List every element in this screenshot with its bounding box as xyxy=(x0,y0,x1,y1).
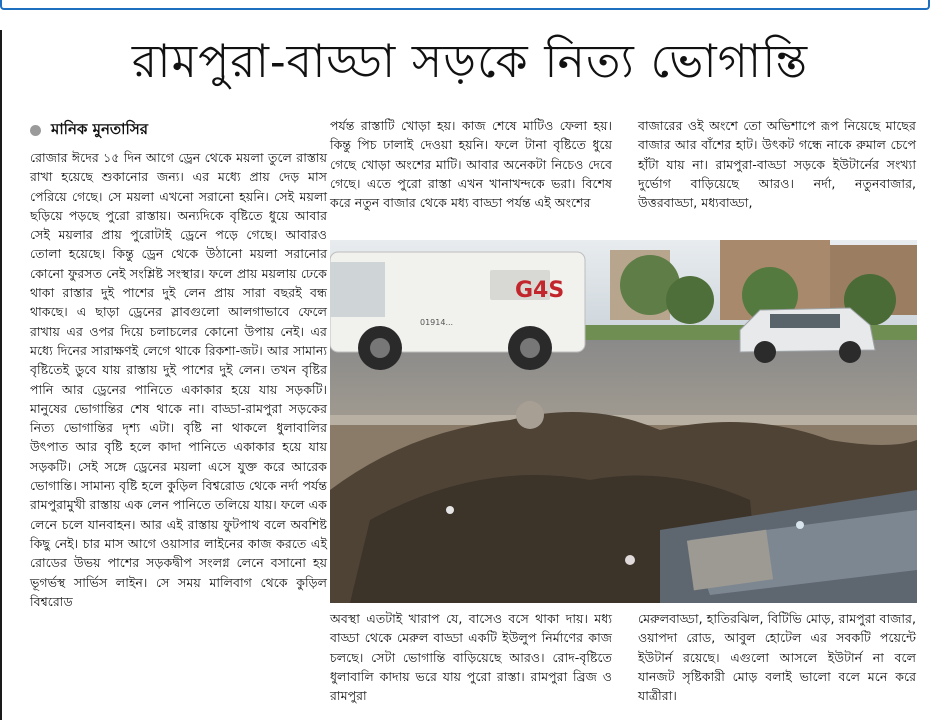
article-column-1: রোজার ঈদের ১৫ দিন আগে ড্রেন থেকে ময়লা তুলে রাস্তায় রাখা হয়েছে শুকানোর জন্য। এর মধ্যে প্রায় দেড় মাস পেরিয়ে গেছে। সে ময়লা এখনো সরানো হয়নি। সেই ময়লা ছড়িয়ে পড়ছে পুরো রাস্তায়। অন্যদিকে বৃষ্টিতে ধুয়ে আবার সেই ময়লার প্রায় পুরোটাই ড্রেনে পড়ে গেছে। আবারও তোলা হয়েছে। কিন্তু ড্রেন থেকে উঠানো ময়লা সরানোর কোনো ফুরসত নেই সংশ্লিষ্ট সংস্থার। ফলে প্রায় ময়লায় ঢেকে থাকা রাস্তার দুই পাশের দুই লেন প্রায় সারা বছরই বন্ধ থাকছে। এ ছাড়া ড্রেনের স্লাবগুলো আলগাভাবে ফেলে রাখায় এর ওপর দিয়ে চলাচলের কোনো উপায় নেই। এর মধ্যে দিনের সারাক্ষণই লেগে থাকে রিকশা-জট। আর সামান্য বৃষ্টিতেই ডুবে যায় রাস্তায় দুই পাশের দুই লেন। তখন বৃষ্টির পানি আর ড্রেনের পানিতে একাকার হয়ে যায় সড়কটি। মানুষের ভোগান্তির শেষ থাকে না। বাড্ডা-রামপুরা সড়কের নিত্য ভোগান্তির দৃশ্য এটা। বৃষ্টি না থাকলে ধুলাবালির উৎপাত আর বৃষ্টি হলে কাদা পানিতে একাকার হয়ে যায় সড়কটি। সেই সঙ্গে ড্রেনের ময়লা এসে যুক্ত করে আরেক ভোগান্তি। সামান্য বৃষ্টি হলে কুড়িল বিশ্বরোড থেকে নর্দা পর্যন্ত রামপুরামুখী রাস্তায় এক লেন পানিতে তলিয়ে যায়। ফলে এক লেনে চলে যানবাহন। আর এই রাস্তায় ফুটপাথ বলে অবশিষ্ট কিছু নেই। চার মাস আগে ওয়াসার লাইনের কাজ করতে এই রোডের উভয় পাশের সড়কদ্বীপ সংলগ্ন লেনে বসানো হয় ভূগর্ভস্থ সার্ভিস লাইন। সে সময় মালিবাগ থেকে কুড়িল বিশ্বরোড xyxy=(30,150,327,609)
article-column-2-bottom: অবস্থা এতটাই খারাপ যে, বাসেও বসে থাকা দায়। মধ্য বাড্ডা থেকে মেরুল বাড্ডা একটি ইউলুপ নির্মাণের কাজ চলছে। সেটা ভোগান্তি বাড়িয়েছে আরও। রোদ-বৃষ্টিতে ধুলাবালি কাদায় ভরে যায় পুরো রাস্তা। রামপুরা ব্রিজ ও রামপুরা xyxy=(330,611,612,704)
road-scene-illustration xyxy=(330,240,917,603)
security-van xyxy=(330,252,585,370)
van-phone: 01914... xyxy=(420,318,454,327)
news-photo xyxy=(330,240,917,603)
author-name: মানিক মুনতাসির xyxy=(51,120,148,138)
van-logo: G4S xyxy=(515,278,565,303)
top-frame-border xyxy=(0,0,930,10)
article-column-3-bottom: মেরুলবাড্ডা, হাতিরঝিল, বিটিভি মোড়, রামপুরা বাজার, ওয়াপদা রোড, আবুল হোটেল এর সবকটি পয়েন্টে ইউটার্ন রয়েছে। এগুলো আসলে ইউটার্ন না বলে যানজট সৃষ্টিকারী মোড় বলাই ভালো বলে মনে করে যাত্রীরা। xyxy=(638,611,916,704)
article-column-2-top: পর্যন্ত রাস্তাটি খোড়া হয়। কাজ শেষে মাটিও ফেলা হয়। কিন্তু পিচ ঢালাই দেওয়া হয়নি। ফলে টানা বৃষ্টিতে ধুয়ে গেছে খোড়া অংশের মাটি। আবার অনেকটা নিচেও দেবে গেছে। এতে পুরো রাস্তা এখন খানাখন্দকে ভরা। বিশেষ করে নতুন বাজার থেকে মধ্য বাড্ডা পর্যন্ত এই অংশের xyxy=(330,118,612,211)
bullet-dot-icon xyxy=(30,125,41,136)
article-column-3-top: বাজারের ওই অংশে তো অভিশাপে রূপ নিয়েছে মাছের বাজার আর বাঁশের হাট। উৎকট গন্ধে নাকে রুমাল চেপে হাঁটা যায় না। রামপুরা-বাড্ডা সড়কে ইউটার্নের সংখ্যা দুর্ভোগ বাড়িয়েছে আরও। নর্দা, নতুনবাজার, উত্তরবাড্ডা, মধ্যবাড্ডা, xyxy=(638,118,916,211)
headline: রামপুরা-বাড্ডা সড়কে নিত্য ভোগান্তি xyxy=(131,34,809,88)
left-column-rule xyxy=(0,30,2,720)
byline xyxy=(30,118,148,143)
